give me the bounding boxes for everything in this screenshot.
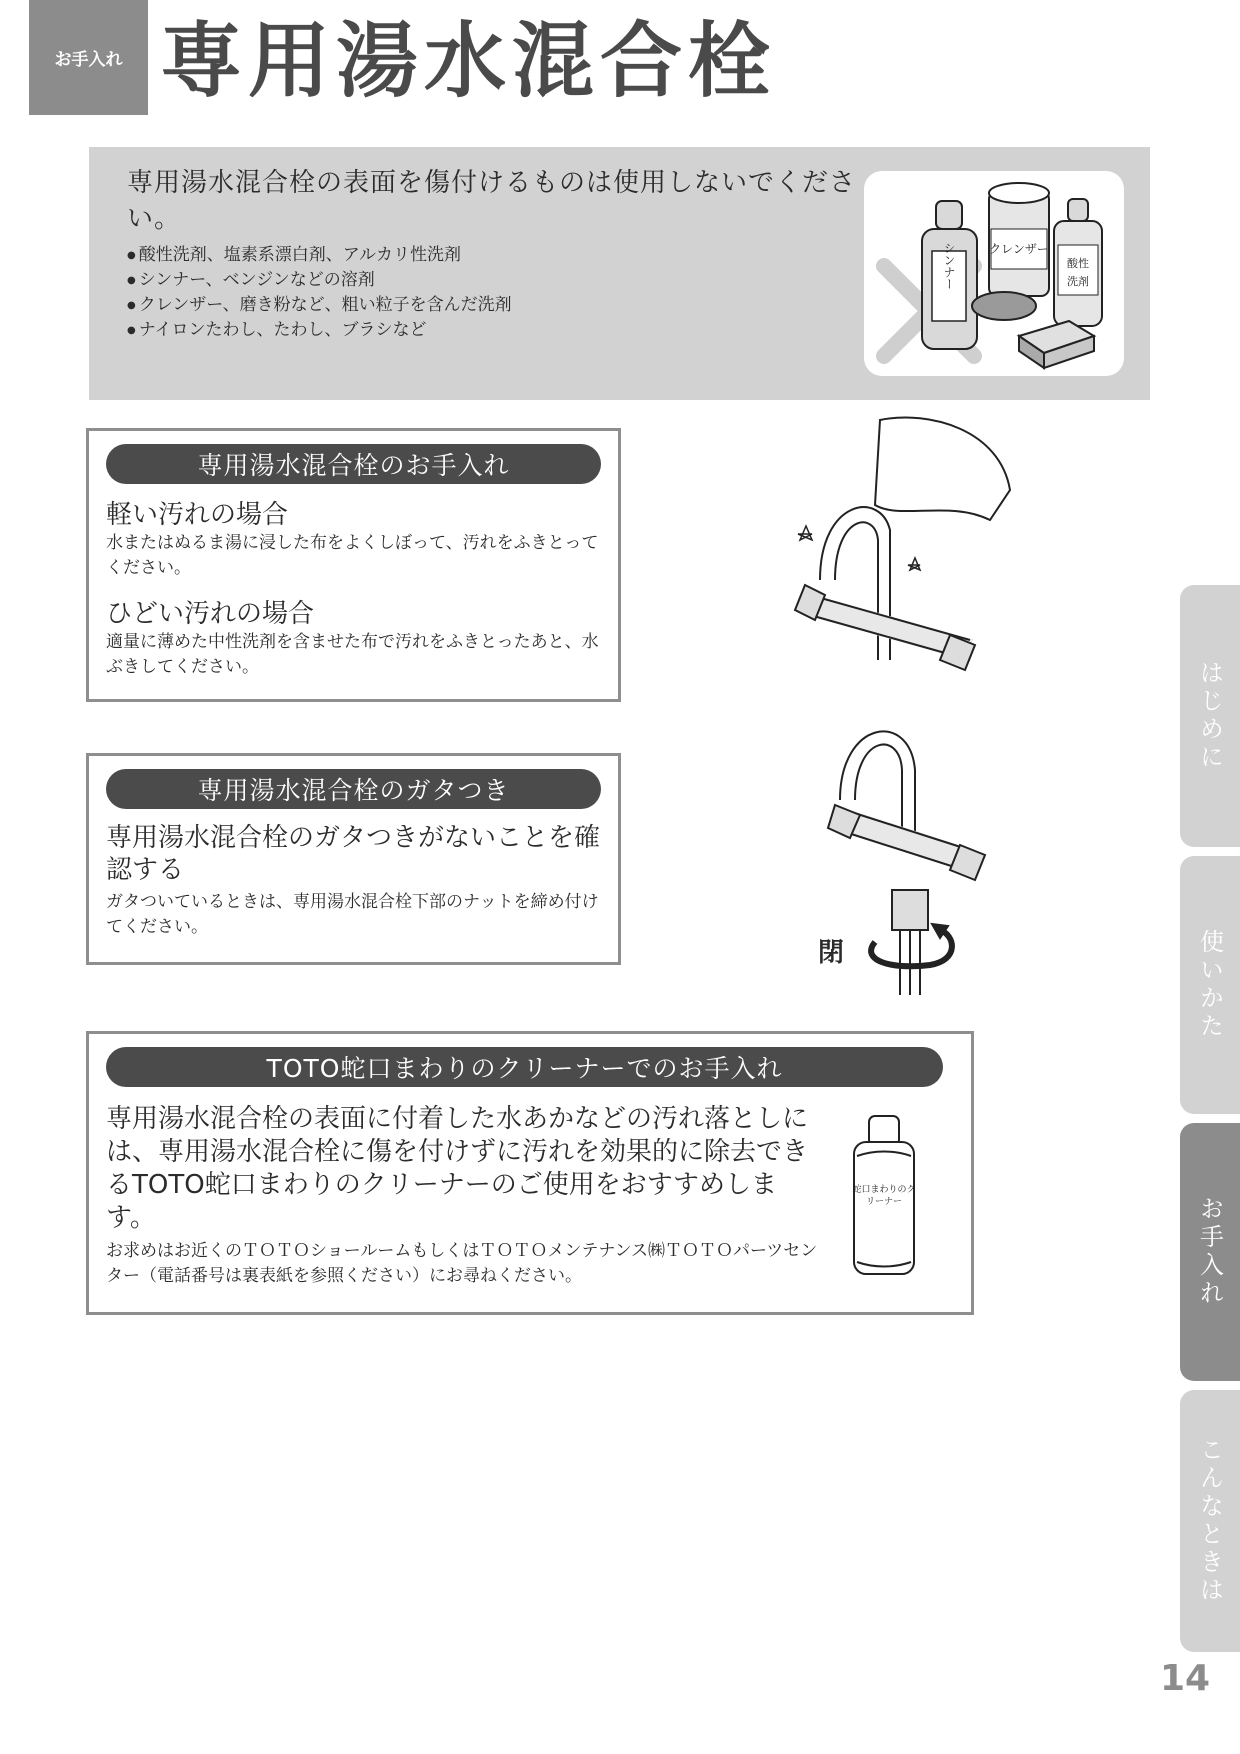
warning-item: ● 酸性洗剤、塩素系漂白剤、アルカリ性洗剤 xyxy=(127,243,512,268)
prohibited-cleaners-illustration xyxy=(864,171,1124,376)
warning-box xyxy=(89,147,1150,400)
cleaner-lead: 専用湯水混合栓の表面に付着した水あかなどの汚れ落としには、専用湯水混合栓に傷を付けずに汚れを効果的に除去できるTOTO蛇口まわりのクリーナーのご使用をおすすめします。 xyxy=(106,1104,809,1233)
light-dirt-text: 水またはぬるま湯に浸した布をよくしぼって、汚れをふきとってください。 xyxy=(106,533,599,578)
warning-item: ● クレンザー、磨き粉など、粗い粒子を含んだ洗剤 xyxy=(127,293,512,318)
section-tag: お手入れ xyxy=(29,0,148,115)
svg-text:クレンザー: クレンザー xyxy=(989,242,1049,256)
wobble-panel-header: 専用湯水混合栓のガタつき xyxy=(106,769,601,809)
side-tab-care[interactable]: お手入れ xyxy=(1180,1123,1240,1381)
svg-text:シンナー: シンナー xyxy=(942,242,956,290)
warning-item: ● シンナー、ベンジンなどの溶剤 xyxy=(127,268,512,293)
svg-text:酸性: 酸性 xyxy=(1067,257,1089,270)
page-title: 専用湯水混合栓 xyxy=(160,14,777,109)
heavy-dirt-title: ひどい汚れの場合 xyxy=(106,599,315,629)
bottle-label: 蛇口まわりのクリーナー xyxy=(852,1185,916,1207)
svg-text:洗剤: 洗剤 xyxy=(1067,275,1089,288)
warning-item: ● ナイロンたわし、たわし、ブラシなど xyxy=(127,318,512,343)
side-tab-introduction[interactable]: はじめに xyxy=(1180,585,1240,847)
warning-title: 専用湯水混合栓の表面を傷付けるものは使用しないでください。 xyxy=(127,168,857,234)
faucet-wiping-illustration xyxy=(790,410,1020,680)
prohibited-cleaners-icon xyxy=(864,171,1124,376)
side-tab-usage[interactable]: 使いかた xyxy=(1180,856,1240,1114)
cleaner-bottle-illustration xyxy=(849,1114,919,1279)
heavy-dirt-text: 適量に薄めた中性洗剤を含ませた布で汚れをふきとったあと、水ぶきしてください。 xyxy=(106,632,599,677)
care-panel-header: 専用湯水混合栓のお手入れ xyxy=(106,444,601,484)
faucet-wipe-icon xyxy=(790,410,1020,680)
wobble-text: ガタついているときは、専用湯水混合栓下部のナットを締め付けてください。 xyxy=(106,892,599,937)
cleaner-panel-header: TOTO蛇口まわりのクリーナーでのお手入れ xyxy=(106,1047,943,1087)
side-tab-troubleshooting[interactable]: こんなときは xyxy=(1180,1390,1240,1652)
cleaner-note: お求めはお近くのＴＯＴＯショールームもしくはＴＯＴＯメンテナンス㈱ＴＯＴＯパーツセンター（電話番号は裏表紙を参照ください）にお尋ねください。 xyxy=(106,1241,818,1286)
close-direction-label: 閉 xyxy=(818,938,845,968)
light-dirt-title: 軽い汚れの場合 xyxy=(106,500,289,530)
nut-tightening-illustration xyxy=(820,720,1000,1000)
page-number: 14 xyxy=(1160,1658,1211,1699)
wobble-title: 専用湯水混合栓のガタつきがないことを確認する xyxy=(106,823,601,885)
care-panel xyxy=(86,428,621,702)
warning-list xyxy=(127,243,512,343)
wobble-panel xyxy=(86,753,621,965)
cleaner-panel xyxy=(86,1031,974,1315)
faucet-nut-icon xyxy=(820,720,1000,1000)
